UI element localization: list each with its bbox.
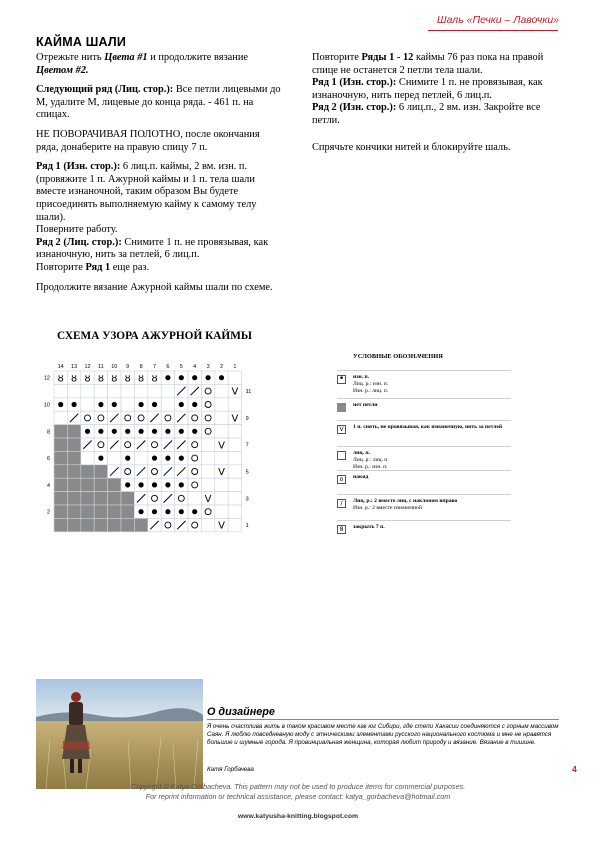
chart-cell [121, 411, 134, 424]
legend-text [353, 424, 511, 431]
chart-cell [67, 438, 80, 451]
paragraph-continue: Продолжите вязание Ажурной каймы шали по схеме. [36, 281, 273, 293]
chart-cell [81, 465, 94, 478]
purl-dot-mark [85, 429, 90, 434]
purl-dot-mark [179, 429, 184, 434]
purl-dot-mark [192, 402, 197, 407]
chart-cell [134, 384, 147, 397]
chart-cell [54, 518, 67, 531]
chart-cell [54, 411, 67, 424]
chart-cell [81, 451, 94, 464]
row-number: 3 [245, 496, 249, 503]
chart-cell [54, 425, 67, 438]
column-number: 12 [84, 364, 91, 370]
row-number: 7 [245, 442, 249, 449]
designer-signature: Катя Горбачева [207, 766, 254, 773]
chart-cell [215, 398, 228, 411]
column-number: 13 [71, 364, 78, 370]
legend-text [353, 474, 511, 481]
website-link[interactable]: www.katyusha-knitting.blogspot.com [237, 813, 359, 820]
chart-cell [54, 478, 67, 491]
chart-cell [215, 425, 228, 438]
text: Повторите [36, 261, 86, 273]
text: и продолжите вязание [147, 52, 249, 63]
purl-dot-mark [139, 482, 144, 487]
bind-off-mark: ȣ [138, 373, 145, 385]
chart-cell [228, 371, 241, 384]
text: Снимите 1 п. не провязывая, как изнаночную, нить за петлей, 6 лиц.п. [36, 236, 269, 261]
slip-stitch-mark: V [231, 386, 239, 398]
paragraph-repeat-rows [312, 52, 560, 77]
paragraph-row-1 [36, 161, 284, 224]
bind-off-mark: ȣ [124, 373, 131, 385]
purl-dot-mark [152, 456, 157, 461]
legend-line: закрыть 7 п. [353, 524, 385, 530]
purl-dot-mark [179, 402, 184, 407]
purl-dot-mark [165, 375, 170, 380]
purl-dot-mark [152, 509, 157, 514]
purl-dot-mark [125, 429, 130, 434]
chart-cell [121, 465, 134, 478]
contact-line: For reprint information or technical assistance, please contact: katya_gorbacheva@hotmail.com [145, 792, 451, 802]
yarn-over-icon: o [337, 475, 346, 484]
paragraph-cast-on: НЕ ПОВОРАЧИВАЯ ПОЛОТНО, после окончания ряда, донаберите на правую спицу 7 п. [36, 128, 260, 153]
chart-cell [161, 398, 174, 411]
column-number: 4 [193, 364, 197, 370]
chart-cell [161, 384, 174, 397]
chart-cell [228, 465, 241, 478]
legend-line: Изн. р.: изн. п. [353, 464, 388, 471]
chart-cell [67, 465, 80, 478]
color-name: Цветом #2. [36, 64, 89, 76]
chart-cell [228, 505, 241, 518]
row-label: Ряд 1 (Изн. стор.): [36, 161, 121, 173]
chart-cell [228, 398, 241, 411]
chart-cell [188, 478, 201, 491]
slip-stitch-mark: V [218, 520, 225, 532]
chart-cell [108, 478, 121, 491]
chart-cell [215, 478, 228, 491]
legend-line: нет петли [353, 402, 378, 408]
row-label: Ряд 2 (Изн. стор.): [312, 102, 397, 114]
paragraph-turn: Поверните работу. [36, 224, 118, 236]
chart-cell [215, 505, 228, 518]
purl-dot-mark [98, 402, 103, 407]
chart-cell [108, 505, 121, 518]
chart-cell [215, 411, 228, 424]
purl-dot-mark [179, 482, 184, 487]
column-number: 9 [126, 364, 130, 370]
chart-cell [228, 492, 241, 505]
row-label: Ряды 1 - 12 [361, 52, 414, 63]
purl-dot-mark [165, 509, 170, 514]
chart-cell [228, 425, 241, 438]
chart-cell [54, 465, 67, 478]
purl-dot-mark [152, 402, 157, 407]
row-label: Ряд 1 [85, 261, 111, 273]
text: Снимите 1 п. не провязывая, как изнаночную, нить перед петлей, 6 лиц.п. [312, 77, 543, 101]
chart-cell [201, 505, 214, 518]
slip-stitch-icon: V [337, 425, 346, 434]
chart-cell [108, 384, 121, 397]
chart-cell [161, 518, 174, 531]
purl-dot-mark [165, 456, 170, 461]
chart-cell [121, 398, 134, 411]
chart-cell [81, 478, 94, 491]
column-number: 5 [179, 364, 183, 370]
chart-cell [121, 438, 134, 451]
purl-dot-mark [152, 429, 157, 434]
purl-dot-mark [192, 509, 197, 514]
legend-item [337, 520, 511, 533]
chart-cell [121, 492, 134, 505]
purl-dot-mark [139, 402, 144, 407]
chart-cell [67, 425, 80, 438]
chart-cell [228, 451, 241, 464]
chart-cell [161, 411, 174, 424]
column-number: 3 [206, 364, 210, 370]
legend-title: УСЛОВНЫЕ ОБОЗНАЧЕНИЯ [353, 353, 443, 360]
chart-cell [67, 478, 80, 491]
column-number: 8 [139, 364, 143, 370]
legend-line: Лиц. р.: лиц. п. [353, 457, 389, 464]
purl-dot-mark [139, 509, 144, 514]
row-number: 9 [245, 415, 249, 422]
chart-cell [228, 438, 241, 451]
legend-line: Изн. р.: 2 вместе изнаночной [353, 505, 422, 512]
chart-cell [201, 478, 214, 491]
column-number: 11 [98, 364, 104, 370]
chart-cell [201, 398, 214, 411]
chart-cell [94, 518, 107, 531]
column-number: 1 [233, 364, 237, 370]
header-divider [428, 30, 558, 31]
color-name: Цвета #1 [104, 52, 148, 63]
slip-stitch-mark: V [204, 493, 212, 505]
chart-cell [121, 518, 134, 531]
section-title: КАЙМА ШАЛИ [36, 35, 127, 49]
chart-cell [81, 518, 94, 531]
purl-dot-mark [125, 456, 130, 461]
bind-off-mark: ȣ [57, 373, 64, 385]
paragraph-next-row [36, 84, 284, 122]
purl-dot-mark [206, 375, 211, 380]
bind-off-mark: ȣ [84, 373, 91, 385]
column-number: 10 [111, 364, 118, 370]
chart-cell [228, 478, 241, 491]
bind-off-mark: ȣ [151, 373, 158, 385]
page-number: 4 [572, 764, 577, 774]
chart-cell [94, 505, 107, 518]
text: Отрежьте нить [36, 52, 105, 63]
chart-cell [67, 505, 80, 518]
purl-dot-mark [165, 482, 170, 487]
row-label: Следующий ряд (Лиц. стор.): [36, 84, 174, 96]
chart-cell [81, 505, 94, 518]
chart-cell [81, 398, 94, 411]
legend-item [337, 446, 511, 471]
paragraph-final-row-2 [312, 102, 560, 127]
knit-icon [337, 451, 346, 460]
row-number: 1 [245, 523, 249, 530]
row-number: 6 [46, 456, 50, 463]
chart-cell [148, 438, 161, 451]
chart-cell [215, 384, 228, 397]
chart-cell [228, 518, 241, 531]
chart-cell [134, 451, 147, 464]
text: 6 лиц.п., 2 вм. изн. Закройте все петли. [312, 102, 541, 126]
row-number: 4 [46, 482, 50, 489]
purl-dot-mark [179, 456, 184, 461]
chart-cell [94, 478, 107, 491]
chart-cell [188, 465, 201, 478]
legend-line: Лиц. р.: изн. п. [353, 381, 389, 388]
column-number: 14 [57, 364, 64, 370]
purl-dot-mark [219, 375, 224, 380]
row-label: Ряд 2 (Лиц. стор.): [36, 236, 122, 248]
chart-cell [54, 384, 67, 397]
bind-off-mark: ȣ [111, 373, 118, 385]
purl-dot-mark [98, 456, 103, 461]
text: каймы 76 раз пока на правой спице не останется 2 петли тела шали. [312, 52, 544, 76]
designer-bio: Я очень счастлива жить в таком красивом месте как юг Сибири, где степи Хакасии соединяются с горным массивом Саян. Я люблю повседневную моду с этническими элементами русского национального костюма и мне не нравятся большие и шумные города. Я провинциальная женщина, которая любит природу и вязание. Вязание в тишине. [207, 723, 559, 747]
chart-cell [94, 492, 107, 505]
legend-item [337, 398, 511, 408]
chart-cell [188, 518, 201, 531]
chart-cell [215, 451, 228, 464]
chart-cell [54, 438, 67, 451]
slip-stitch-mark: V [231, 413, 239, 425]
purl-dot-mark [58, 402, 63, 407]
chart-cell [201, 411, 214, 424]
chart-cell [54, 505, 67, 518]
header-title: Шаль «Печки – Лавочки» [436, 14, 559, 26]
chart-cell [175, 492, 188, 505]
chart-cell [67, 384, 80, 397]
legend-item [337, 494, 511, 512]
chart-cell [134, 518, 147, 531]
bind-off-icon: 8 [337, 525, 346, 534]
chart-cell [81, 492, 94, 505]
text: 6 лиц.п. каймы, 2 вм. изн. п. (провяжите 1 п. Ажурной каймы и 1 п. тела шали вместе изнаночной, таким образом Вы будете присоединять выполняемую кайму к самому телу шали). [36, 161, 257, 223]
purl-dot-mark [112, 402, 117, 407]
row-label: Ряд 1 (Изн. стор.): [312, 77, 397, 89]
left-column [36, 52, 284, 294]
chart-cell [148, 492, 161, 505]
chart-cell [121, 384, 134, 397]
chart-cell [215, 492, 228, 505]
chart-cell [188, 492, 201, 505]
chart-cell [121, 505, 134, 518]
paragraph-row-2 [36, 237, 284, 262]
chart-cell [201, 465, 214, 478]
purl-dot-mark [179, 509, 184, 514]
chart-cell [108, 451, 121, 464]
legend-text [353, 402, 511, 409]
chart-cell [201, 425, 214, 438]
column-number: 6 [166, 364, 170, 370]
purl-dot-mark [152, 482, 157, 487]
chart-cell [108, 492, 121, 505]
bind-off-mark: ȣ [97, 373, 104, 385]
legend-item [337, 370, 511, 395]
schema-title: СХЕМА УЗОРА АЖУРНОЙ КАЙМЫ [57, 330, 252, 342]
row-number: 8 [46, 429, 50, 436]
purl-dot-mark [98, 429, 103, 434]
chart-cell [94, 465, 107, 478]
chart-cell [67, 518, 80, 531]
legend-text [353, 498, 511, 512]
designer-title: О дизайнере [207, 706, 275, 718]
legend-text [353, 450, 511, 472]
k2tog-icon: / [337, 499, 346, 508]
legend-text [353, 524, 511, 531]
chart-cell [201, 518, 214, 531]
chart-cell [188, 411, 201, 424]
row-number: 5 [245, 469, 249, 476]
chart-cell [94, 411, 107, 424]
chart-cell [67, 451, 80, 464]
purl-dot-mark [192, 375, 197, 380]
purl-dot-icon: • [338, 374, 345, 384]
purl-dot-mark [72, 402, 77, 407]
chart-cell [148, 384, 161, 397]
purl-dot-mark [139, 429, 144, 434]
chart-cell [108, 518, 121, 531]
legend-item [337, 420, 511, 433]
row-number: 12 [43, 375, 50, 382]
purl-dot-mark [125, 482, 130, 487]
text: Повторите [312, 52, 362, 63]
chart-cell [188, 438, 201, 451]
legend-text [353, 374, 511, 396]
row-number: 10 [43, 402, 50, 409]
no-stitch-icon [337, 403, 346, 412]
copyright-line: Copyright © Katya Gorbacheva. This pattern may not be used to produce items for commercial purposes. [130, 782, 466, 791]
purl-dot-mark [192, 429, 197, 434]
chart-cell [94, 384, 107, 397]
legend-line: Изн. р.: лиц. п. [353, 388, 389, 395]
chart-cell [81, 411, 94, 424]
chart-cell [54, 492, 67, 505]
right-column [312, 52, 560, 154]
text: Все петли лицевыми до М, удалите М, лицевые до конца ряда. - 461 п. на спицах. [36, 84, 281, 121]
slip-stitch-mark: V [218, 440, 225, 452]
chart-cell [134, 411, 147, 424]
chart-cell [201, 384, 214, 397]
legend-line: 1 п. снять, не провязывая, как изнаночную, нить за петлей [353, 424, 503, 430]
legend-line: Лиц. р.: 2 вместе лиц. с наклоном вправо [353, 498, 458, 504]
chart-cell [201, 438, 214, 451]
purl-dot-mark [165, 429, 170, 434]
legend-item [337, 470, 511, 483]
designer-photo-image [36, 679, 203, 789]
paragraph-final-row-1 [312, 77, 560, 102]
row-number: 11 [245, 389, 252, 396]
designer-divider [207, 719, 559, 720]
column-number: 7 [152, 364, 157, 370]
chart-cell [201, 451, 214, 464]
legend-line: изн. п. [353, 374, 370, 380]
designer-photo [36, 679, 203, 789]
paragraph-cut-yarn [36, 52, 284, 77]
chart-cell [148, 465, 161, 478]
chart-cell [188, 451, 201, 464]
chart-cell [67, 492, 80, 505]
chart-cell [94, 438, 107, 451]
purl-dot-mark [112, 429, 117, 434]
chart-cell [81, 384, 94, 397]
chart-cell [54, 451, 67, 464]
legend-line: накид [353, 474, 369, 480]
legend-line: лиц. п. [353, 450, 371, 456]
column-number: 2 [219, 364, 224, 370]
slip-stitch-mark: V [218, 467, 225, 479]
bind-off-mark: ȣ [71, 373, 78, 385]
row-number: 2 [46, 509, 50, 516]
footer-copyright [60, 782, 536, 803]
text: еще раз. [110, 261, 150, 273]
purl-dot-mark [179, 375, 184, 380]
lace-edging-chart [36, 359, 282, 553]
paragraph-finish: Спрячьте кончики нитей и блокируйте шаль. [312, 141, 511, 153]
paragraph-repeat-row-1 [36, 262, 284, 275]
